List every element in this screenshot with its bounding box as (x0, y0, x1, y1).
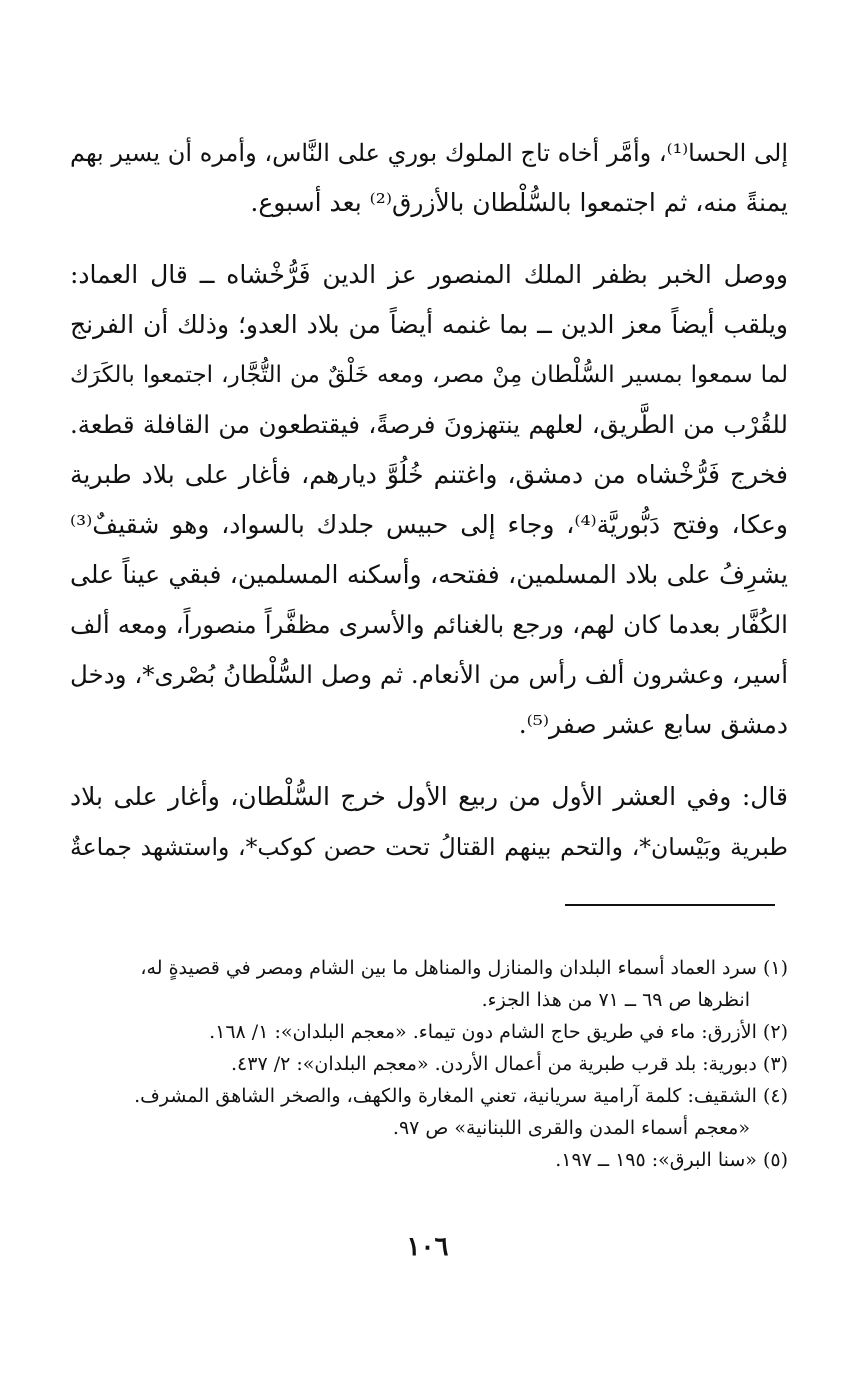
page-number: ١٠٦ (406, 1232, 449, 1262)
text-line: لما سمعوا بمسير السُّلْطان مِنْ مصر، ومعه خَلْقٌ من التُّجَّار، اجتمعوا بالكَرَك (70, 362, 788, 388)
footnote-5: (٥) «سنا البرق»: ١٩٥ ــ ١٩٧. (555, 1149, 788, 1171)
text-line: وعكا، وفتح دَبُّوريَّة⁽⁴⁾، وجاء إلى حبيس جلدك بالسواد، وهو شقيفٌ⁽³⁾ (70, 510, 788, 539)
footnote-1-continuation: انظرها ص ٦٩ ــ ٧١ من هذا الجزء. (481, 989, 750, 1011)
text-line: للقُرْب من الطَّريق، لعلهم ينتهزونَ فرصةً، فيقتطعون من القافلة قطعة. (70, 410, 788, 439)
text-line: دمشق سابع عشر صفر⁽⁵⁾. (518, 710, 788, 739)
text-line: قال: وفي العشر الأول من ربيع الأول خرج السُّلْطان، وأغار على بلاد (70, 782, 789, 811)
text-line: فخرج فَرُّخْشاه من دمشق، واغتنم خُلُوَّ ديارهم، فأغار على بلاد طبرية (70, 460, 788, 489)
footnote-4: (٤) الشقيف: كلمة آرامية سريانية، تعني المغارة والكهف، والصخر الشاهق المشرف. (134, 1085, 788, 1107)
text-line: طبرية وبَيْسان*، والتحم بينهم القتالُ تحت حصن كوكب*، واستشهد جماعةٌ (70, 833, 788, 861)
main-text (70, 128, 788, 894)
footnote-2: (٢) الأزرق: ماء في طريق حاج الشام دون تيماء. «معجم البلدان»: ١/ ١٦٨. (209, 1021, 788, 1043)
footnote-separator (565, 904, 775, 906)
text-line: ووصل الخبر بظفر الملك المنصور عز الدين فَرُّخْشاه ــ قال العماد: (70, 260, 788, 289)
paragraph-3 (70, 772, 788, 872)
footnote-4-continuation: «معجم أسماء المدن والقرى اللبنانية» ص ٩٧. (392, 1117, 750, 1139)
text-line: يشرِفُ على بلاد المسلمين، ففتحه، وأسكنه المسلمين، فبقي عيناً على (70, 560, 788, 589)
text-line: أسير، وعشرون ألف رأس من الأنعام. ثم وصل السُّلْطانُ بُصْرى*، ودخل (70, 660, 788, 689)
footnotes (70, 952, 788, 1176)
paragraph-1 (70, 128, 788, 228)
footnote-3: (٣) دبورية: بلد قرب طبرية من أعمال الأردن. «معجم البلدان»: ٢/ ٤٣٧. (230, 1053, 788, 1075)
text-line: يمنةً منه، ثم اجتمعوا بالسُّلْطان بالأزرق⁽²⁾ بعد أسبوع. (250, 188, 788, 217)
footnote-1: (١) سرد العماد أسماء البلدان والمنازل والمناهل ما بين الشام ومصر في قصيدةٍ له، (140, 957, 788, 979)
text-line: إلى الحسا⁽¹⁾، وأمَّر أخاه تاج الملوك بوري على النَّاس، وأمره أن يسير بهم (70, 139, 788, 167)
paragraph-2 (70, 250, 788, 750)
text-line: الكُفَّار بعدما كان لهم، ورجع بالغنائم والأسرى مظفَّراً منصوراً، ومعه ألف (70, 610, 788, 639)
text-line: ويلقب أيضاً معز الدين ــ بما غنمه أيضاً من بلاد العدو؛ وذلك أن الفرنج (70, 310, 788, 339)
